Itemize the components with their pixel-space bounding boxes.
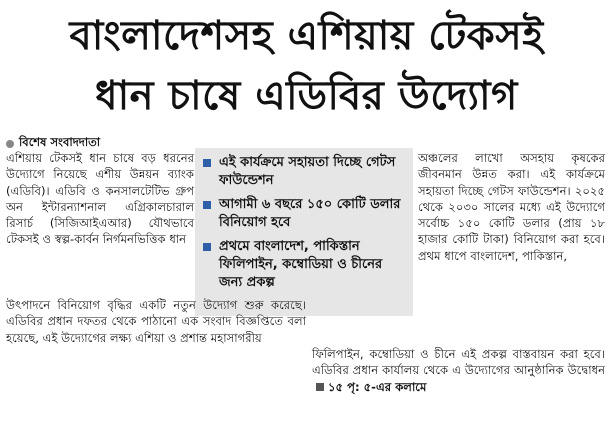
- headline-line-1: বাংলাদেশসহ এশিয়ায় টেকসই: [69, 13, 544, 59]
- bullet-dot-icon: [6, 140, 14, 148]
- highlight-item: [203, 238, 407, 292]
- highlights-list: [195, 148, 413, 292]
- highlight-item: [203, 196, 407, 232]
- highlight-text: আগামী ৬ বছরে ১৫০ কোটি ডলার বিনিয়োগ হবে: [219, 197, 401, 230]
- article-column-right: [418, 150, 605, 264]
- article-paragraph: এশিয়ায় টেকসই ধান চাষে বড় ধরনের উদ্যোগে নিয়েছে এশীয় উন্নয়ন ব্যাংক (এডিবি)। এডিবি ও কনসালটেটিভ গ্রুপ অন ইন্টারন্যাশনাল এগ্রিকালচারাল রিসার্চ (সিজিআইএআর) যৌথভাবে টেকসই ও স্বল্প-কার্বন নির্গমনভিত্তিক ধান: [6, 151, 194, 247]
- article-continuation-left: [6, 297, 306, 346]
- article-paragraph: অঞ্চলের লাখো অসহায় কৃষকের জীবনমান উন্নত করা। এই কার্যক্রমে সহায়তা দিচ্ছে গেটস ফাউন্ডেশন। ২০২৫ থেকে ২০৩০ সালের মধ্যে এই উদ্যোগে সর্বোচ্চ ১৫০ কোটি ডলার (প্রায় ১৮ হাজার কোটি টাকা) বিনিয়োগ করা হবে। প্রথম ধাপে বাংলাদেশ, পাকিস্তান,: [418, 151, 605, 263]
- continued-on-text: ১৫ পৃ: ৫-এর কলামে: [328, 379, 427, 394]
- square-bullet-icon: [203, 243, 211, 251]
- highlights-box: [195, 148, 413, 316]
- square-bullet-icon: [203, 159, 211, 167]
- continued-on-link[interactable]: [312, 379, 426, 395]
- article-continuation-right: [312, 346, 605, 395]
- highlight-text: এই কার্যক্রমে সহায়তা দিচ্ছে গেটস ফাউন্ডেশন: [219, 155, 396, 188]
- highlight-item: [203, 154, 407, 190]
- headline-line-2: ধান চাষে এডিবির উদ্যোগ: [95, 73, 518, 119]
- article-text: ফিলিপাইন, কম্বোডিয়া ও চীনে এই প্রকল্প বাস্তবায়ন করা হবে। এডিবির প্রধান কার্যালয় থেকে এ উদ্যোগের আনুষ্ঠানিক উদ্বোধন: [312, 347, 605, 378]
- square-bullet-icon: [203, 201, 211, 209]
- headline: [0, 6, 613, 126]
- square-bullet-icon: [316, 383, 324, 391]
- byline-text: বিশেষ সংবাদদাতা: [19, 135, 101, 149]
- highlight-text: প্রথমে বাংলাদেশ, পাকিস্তান ফিলিপাইন, কম্বোডিয়া ও চীনের জন্য প্রকল্প: [219, 239, 383, 290]
- article-column-left: [6, 150, 194, 248]
- article-paragraph: উৎপাদনে বিনিয়োগ বৃদ্ধির একটি নতুন উদ্যোগ শুরু করেছে। এডিবির প্রধান দফতর থেকে পাঠানো এক সংবাদ বিজ্ঞপ্তিতে বলা হয়েছে, এই উদ্যোগের লক্ষ্য এশিয়া ও প্রশান্ত মহাসাগরীয়: [6, 298, 306, 345]
- article-paragraph: [312, 346, 605, 395]
